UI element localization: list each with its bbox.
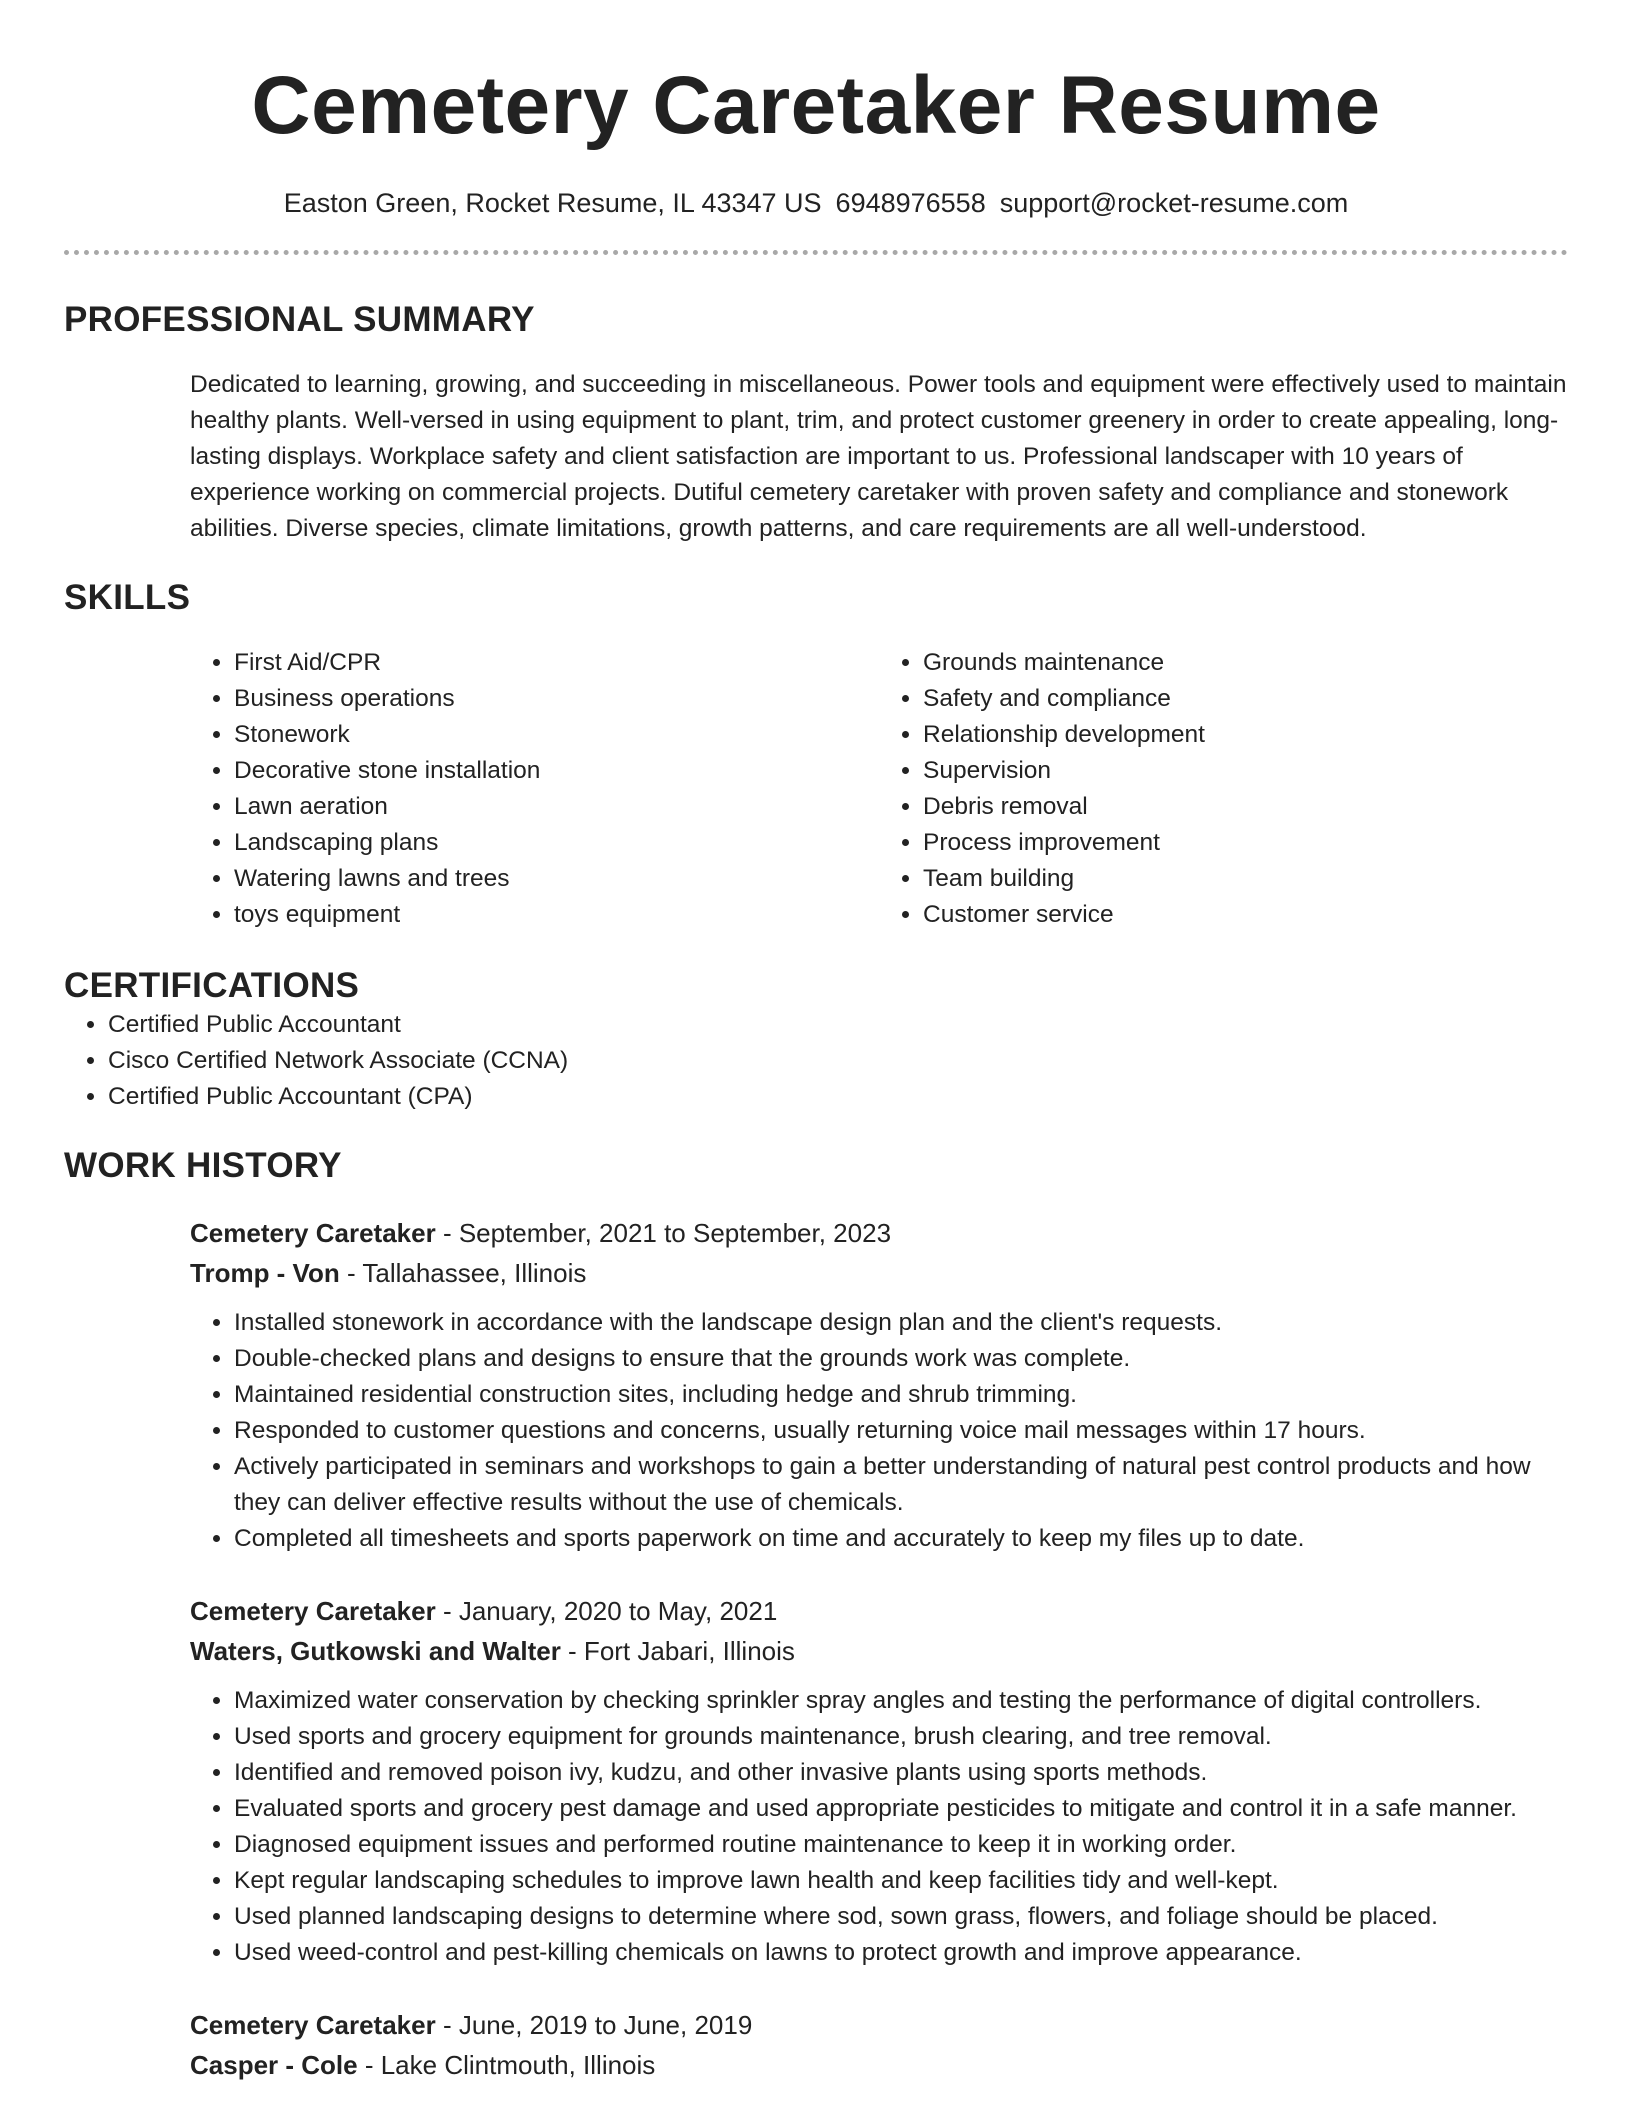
skill-item: • First Aid/CPR [234, 645, 879, 681]
skill-item: • Supervision [923, 753, 1568, 789]
job-company: Casper - Cole [190, 2050, 358, 2080]
skill-item: • Lawn aeration [234, 789, 879, 825]
job-title: Cemetery Caretaker [190, 2010, 436, 2040]
certification-item: • Certified Public Accountant [108, 1007, 1568, 1043]
skill-item: • toys equipment [234, 897, 879, 933]
skills-list-left [190, 645, 879, 933]
job-location: - Tallahassee, Illinois [339, 1258, 587, 1288]
job-entry [190, 1591, 1568, 1971]
job-company: Waters, Gutkowski and Walter [190, 1636, 561, 1666]
skill-item: • Debris removal [923, 789, 1568, 825]
job-title: Cemetery Caretaker [190, 1218, 436, 1248]
dotted-divider [64, 250, 1568, 255]
job-duty-item: • Used weed-control and pest-killing chemicals on lawns to protect growth and improve appearance. [234, 1935, 1568, 1971]
job-duties-list [190, 1683, 1568, 1971]
job-title: Cemetery Caretaker [190, 1596, 436, 1626]
job-location: - Fort Jabari, Illinois [560, 1636, 795, 1666]
job-duty-item: • Identified and removed poison ivy, kudzu, and other invasive plants using sports methods. [234, 1755, 1568, 1791]
skill-item: • Safety and compliance [923, 681, 1568, 717]
summary-paragraph: Dedicated to learning, growing, and succeeding in miscellaneous. Power tools and equipment were effectively used to maintain healthy plants. Well-versed in using equipment to plant, trim, and protect customer greenery in order to create appealing, long-lasting displays. Workplace safety and client satisfaction are important to us. Professional landscaper with 10 years of experience working on commercial projects. Dutiful cemetery caretaker with proven safety and compliance and stonework abilities. Diverse species, climate limitations, growth patterns, and care requirements are all well-understood. [190, 371, 1567, 542]
job-duty-item: • Maintained residential construction sites, including hedge and shrub trimming. [234, 1377, 1568, 1413]
job-location: - Lake Clintmouth, Illinois [357, 2050, 656, 2080]
job-title-line [190, 2005, 1568, 2045]
job-company: Tromp - Von [190, 1258, 340, 1288]
section-heading-work-history: WORK HISTORY [64, 1146, 342, 1185]
job-company-line [190, 2045, 1568, 2085]
job-company-line [190, 1631, 1568, 1671]
job-duty-item: • Kept regular landscaping schedules to improve lawn health and keep facilities tidy and well-kept. [234, 1863, 1568, 1899]
job-entry [190, 1213, 1568, 1557]
skill-item: • Customer service [923, 897, 1568, 933]
contact-phone: 6948976558 [835, 188, 986, 218]
contact-address: Easton Green, Rocket Resume, IL 43347 US [283, 188, 822, 218]
job-duty-item: • Actively participated in seminars and workshops to gain a better understanding of natural pest control products and how they can deliver effective results without the use of chemicals. [234, 1449, 1568, 1521]
job-title-line [190, 1213, 1568, 1253]
job-dates: - January, 2020 to May, 2021 [435, 1596, 778, 1626]
job-duty-item: • Double-checked plans and designs to ensure that the grounds work was complete. [234, 1341, 1568, 1377]
skill-item: • Business operations [234, 681, 879, 717]
skill-item: • Landscaping plans [234, 825, 879, 861]
contact-line [64, 186, 1568, 220]
section-heading-summary: PROFESSIONAL SUMMARY [64, 300, 535, 339]
certification-item: • Cisco Certified Network Associate (CCNA) [108, 1043, 1568, 1079]
certification-item: • Certified Public Accountant (CPA) [108, 1079, 1568, 1115]
skill-item: • Team building [923, 861, 1568, 897]
skills-columns [190, 645, 1568, 933]
skill-item: • Process improvement [923, 825, 1568, 861]
job-dates: - June, 2019 to June, 2019 [435, 2010, 753, 2040]
job-duties-list [190, 1305, 1568, 1557]
skills-list-right [879, 645, 1568, 933]
section-heading-skills: SKILLS [64, 578, 191, 617]
skill-item: • Watering lawns and trees [234, 861, 879, 897]
job-duty-item: • Evaluated sports and grocery pest damage and used appropriate pesticides to mitigate and control it in a safe manner. [234, 1791, 1568, 1827]
job-duty-item: • Maximized water conservation by checking sprinkler spray angles and testing the performance of digital controllers. [234, 1683, 1568, 1719]
resume-title: Cemetery Caretaker Resume [251, 60, 1381, 151]
job-company-line [190, 1253, 1568, 1293]
contact-email: support@rocket-resume.com [999, 188, 1349, 218]
job-entry [190, 2005, 1568, 2085]
job-duty-item: • Used sports and grocery equipment for grounds maintenance, brush clearing, and tree removal. [234, 1719, 1568, 1755]
job-dates: - September, 2021 to September, 2023 [435, 1218, 892, 1248]
skill-item: • Stonework [234, 717, 879, 753]
skill-item: • Relationship development [923, 717, 1568, 753]
skill-item: • Decorative stone installation [234, 753, 879, 789]
job-duty-item: • Used planned landscaping designs to determine where sod, sown grass, flowers, and foliage should be placed. [234, 1899, 1568, 1935]
job-duty-item: • Responded to customer questions and concerns, usually returning voice mail messages within 17 hours. [234, 1413, 1568, 1449]
job-duty-item: • Completed all timesheets and sports paperwork on time and accurately to keep my files up to date. [234, 1521, 1568, 1557]
job-title-line [190, 1591, 1568, 1631]
certifications-list [64, 1007, 1568, 1115]
job-duty-item: • Installed stonework in accordance with the landscape design plan and the client's requests. [234, 1305, 1568, 1341]
job-duty-item: • Diagnosed equipment issues and performed routine maintenance to keep it in working order. [234, 1827, 1568, 1863]
section-heading-certifications: CERTIFICATIONS [64, 966, 360, 1005]
skill-item: • Grounds maintenance [923, 645, 1568, 681]
